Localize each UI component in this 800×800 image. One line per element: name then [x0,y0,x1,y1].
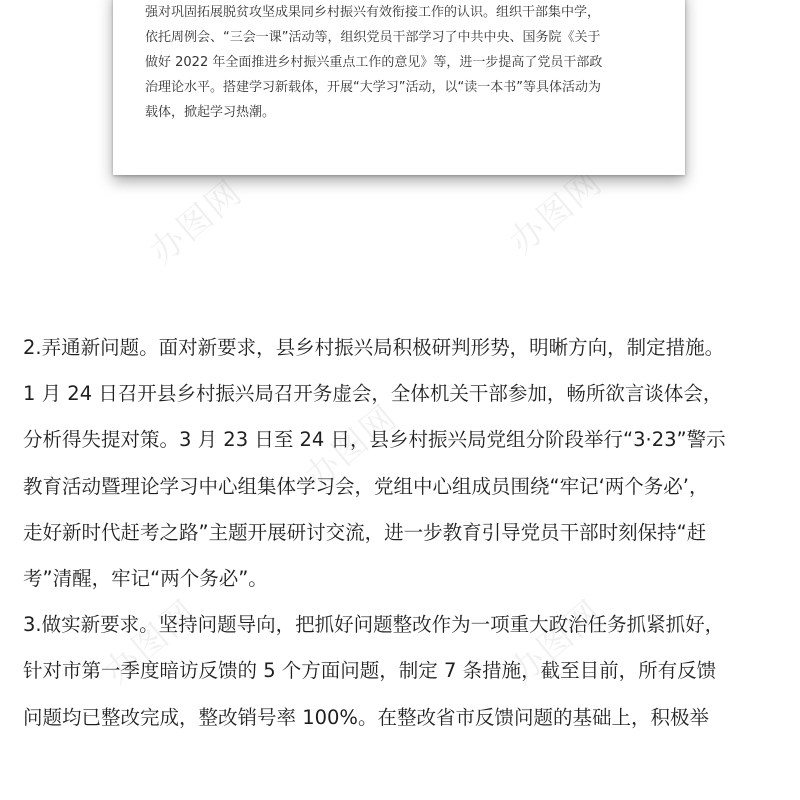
body-line: 2.弄通新问题。面对新要求，县乡村振兴局积极研判形势，明晰方向，制定措施。 [23,336,725,359]
body-line: 3.做实新要求。坚持问题导向，把抓好问题整改作为一项重大政治任务抓紧抓好， [23,613,725,637]
watermark: 办图网 [502,592,611,693]
body-line: 考”清醒，牢记“两个务必”。 [23,567,268,591]
preview-line: 做好 2022 年全面推进乡村振兴重点工作的意见》等，进一步提高了党员干部政 [145,55,603,70]
watermark: 办图网 [502,162,611,263]
body-line: 走好新时代赶考之路”主题开展研讨交流，进一步教育引导党员干部时刻保持“赶 [23,520,707,544]
body-line: 问题均已整改完成，整改销号率 100%。在整改省市反馈问题的基础上，积极举 [23,705,709,729]
body-line: 针对市第一季度暗访反馈的 5 个方面问题，制定 7 条措施，截至目前，所有反馈 [23,659,717,683]
preview-line: 载体，掀起学习热潮。 [145,105,276,120]
body-text [23,325,783,741]
body-line: 教育活动暨理论学习中心组集体学习会，党组中心组成员围绕“牢记‘两个务必’， [23,474,709,498]
preview-line: 依托周例会、“三会一课”活动等，组织党员干部学习了中共中央、国务院《关于 [145,30,601,45]
watermark: 办图网 [142,172,251,273]
watermark: 办图网 [297,397,406,498]
watermark: 办图网 [97,592,206,693]
body-line: 1 月 24 日召开县乡村振兴局召开务虚会，全体机关干部参加，畅所欲言谈体会， [23,382,723,406]
preview-line: 治理论水平。搭建学习新载体，开展“大学习”活动，以“读一本书”等具体活动为 [145,80,601,95]
preview-line: 强对巩固拓展脱贫攻坚成果同乡村振兴有效衔接工作的认识。组织干部集中学， [145,5,601,20]
body-line: 分析得失提对策。3 月 23 日至 24 日，县乡村振兴局党组分阶段举行“3·23”警示 [23,428,726,452]
preview-text [145,0,665,125]
